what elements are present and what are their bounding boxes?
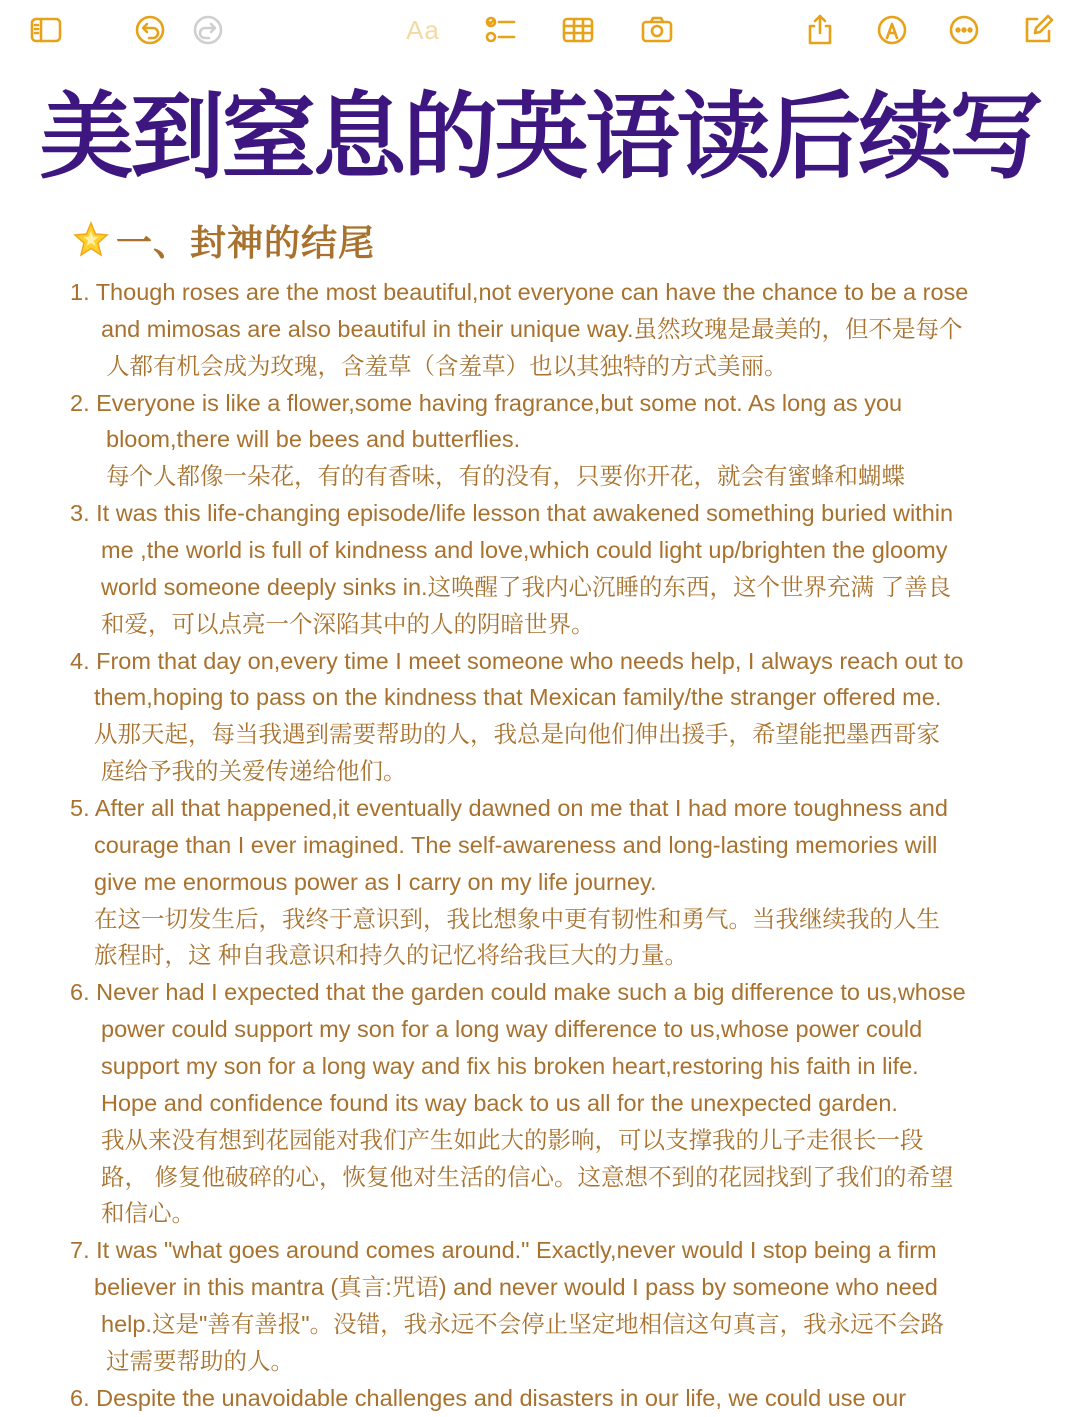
compose-icon[interactable] (1018, 10, 1058, 50)
text-line: 从那天起，每当我遇到需要帮助的人，我总是向他们伸出援手，希望能把墨西哥家 (94, 721, 940, 748)
text-line: 庭给予我的关爱传递给他们。 (101, 758, 407, 785)
note-toolbar (0, 0, 1080, 62)
text-line: 和爱，可以点亮一个深陷其中的人的阴暗世界。 (101, 610, 595, 637)
text-line: 3. It was this life-changing episode/life lesson that awakened something buried within (70, 500, 954, 527)
section-heading (70, 212, 375, 268)
glowing-star-icon (70, 219, 112, 261)
text-line: 1. Though roses are the most beautiful,not everyone can have the chance to be a rose (70, 279, 969, 305)
text-line: 过需要帮助的人。 (106, 1347, 294, 1374)
text-line: world someone deeply sinks in.这唤醒了我内心沉睡的东西，这个世界充满 了善良 (101, 573, 952, 600)
camera-icon[interactable] (637, 10, 677, 50)
text-line: 路， 修复他破碎的心，恢复他对生活的信心。这意想不到的花园找到了我们的希望 (101, 1163, 954, 1190)
text-line: and mimosas are also beautiful in their unique way.虽然玫瑰是最美的，但不是每个 (101, 315, 963, 342)
text-line: 2. Everyone is like a flower,some having fragrance,but some not. As long as you (70, 389, 903, 416)
text-line: support my son for a long way and fix his broken heart,restoring his faith in life. (101, 1053, 919, 1080)
text-line: help.这是"善有善报"。没错，我永远不会停止坚定地相信这句真言，我永远不会路 (101, 1311, 945, 1338)
text-line: Hope and confidence found its way back to us all for the unexpected garden. (101, 1089, 898, 1116)
text-line: courage than I ever imagined. The self-awareness and long-lasting memories will (94, 831, 938, 858)
text-line: 7. It was "what goes around comes around." Exactly,never would I stop being a firm (70, 1237, 937, 1264)
text-line: believer in this mantra (真言:咒语) and never would I pass by someone who need (94, 1274, 938, 1301)
table-icon[interactable] (558, 10, 598, 50)
text-line: 在这一切发生后，我终于意识到，我比想象中更有韧性和勇气。当我继续我的人生 (94, 905, 940, 932)
text-line: 5. After all that happened,it eventually dawned on me that I had more toughness and (70, 795, 948, 822)
section-heading-text: 一、封神的结尾 (116, 222, 376, 264)
text-line: give me enormous power as I carry on my life journey. (94, 868, 657, 895)
text-line: me ,the world is full of kindness and love,which could light up/brighten the gloomy (101, 537, 948, 564)
markup-icon[interactable] (872, 10, 912, 50)
checklist-icon[interactable] (480, 10, 520, 50)
text-line: bloom,there will be bees and butterflies. (106, 426, 521, 453)
text-line: 每个人都像一朵花，有的有香味，有的没有，只要你开花，就会有蜜蜂和蝴蝶 (106, 463, 905, 490)
text-line: power could support my son for a long way difference to us,whose power could (101, 1016, 923, 1043)
text-line: 旅程时，这 种自我意识和持久的记忆将给我巨大的力量。 (94, 942, 689, 969)
text-line: 我从来没有想到花园能对我们产生如此大的影响，可以支撑我的儿子走很长一段 (101, 1126, 924, 1153)
format-text-icon[interactable] (403, 10, 443, 50)
text-line: them,hoping to pass on the kindness that Mexican family/the stranger offered me. (94, 684, 942, 711)
undo-icon[interactable] (130, 10, 170, 50)
text-line: 6. Never had I expected that the garden could make such a big difference to us,whose (70, 979, 966, 1006)
format-text-label: Aa (406, 14, 440, 45)
share-icon[interactable] (800, 10, 840, 50)
sidebar-icon[interactable] (26, 10, 66, 50)
redo-icon[interactable] (188, 10, 228, 50)
text-line: 人都有机会成为玫瑰，含羞草（含羞草）也以其独特的方式美丽。 (106, 352, 788, 379)
note-body (0, 274, 1080, 1417)
text-line: 4. From that day on,every time I meet someone who needs help, I always reach out to (70, 647, 964, 674)
text-line: 和信心。 (101, 1200, 195, 1227)
note-title: 美到窒息的英语读后续写 (39, 83, 1041, 192)
more-icon[interactable] (944, 10, 984, 50)
text-line: 6. Despite the unavoidable challenges and disasters in our life, we could use our (70, 1384, 907, 1411)
